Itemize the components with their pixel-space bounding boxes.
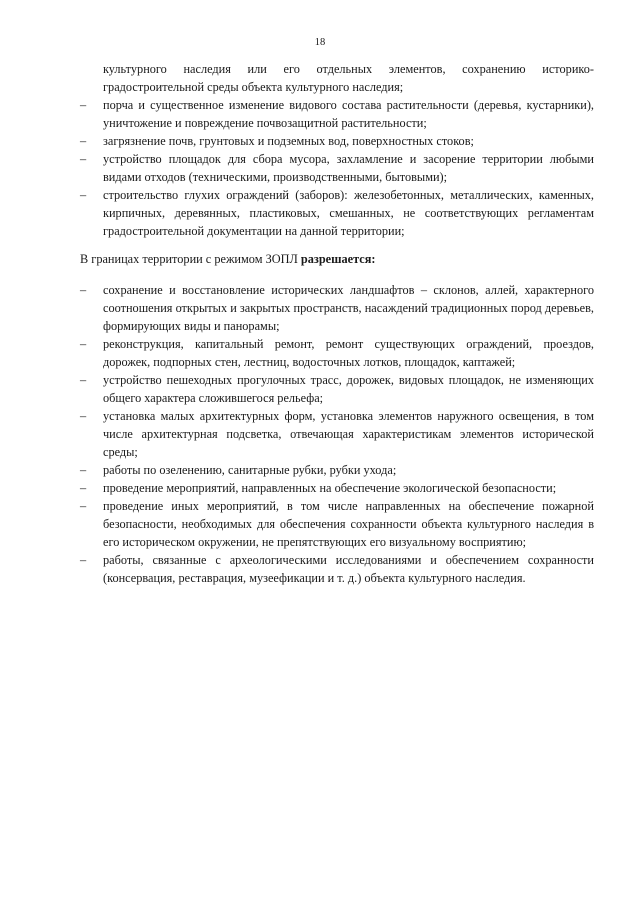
document-body	[80, 60, 594, 587]
list-item-text: устройство площадок для сбора мусора, захламление и засорение территории любыми видами отходов (техническими, производственными, бытовыми);	[103, 152, 594, 184]
dash-bullet: –	[80, 283, 87, 297]
list-item	[80, 335, 594, 371]
list-item-continuation	[80, 60, 594, 96]
list-item-text: проведение мероприятий, направленных на обеспечение экологической безопасности;	[103, 481, 557, 495]
list-item-text: строительство глухих ограждений (заборов): железобетонных, металлических, каменных, кирпичных, деревянных, пластиковых, смешанных, не соответствующих регламентам градостроительной документации на данной территории;	[103, 188, 594, 238]
dash-bullet: –	[80, 463, 87, 477]
list-item	[80, 461, 594, 479]
dash-bullet: –	[80, 499, 87, 513]
list-item-text: сохранение и восстановление исторических ландшафтов – склонов, аллей, характерного соотношения открытых и закрытых пространств, насаждений традиционных пород деревьев, формирующих виды и панорамы;	[103, 283, 594, 333]
prohibited-list	[80, 60, 594, 240]
dash-bullet: –	[80, 98, 87, 112]
list-item-text: загрязнение почв, грунтовых и подземных вод, поверхностных стоков;	[103, 134, 474, 148]
page-number: 18	[314, 37, 326, 48]
allowed-section-intro	[80, 250, 594, 268]
dash-bullet: –	[80, 409, 87, 423]
list-item	[80, 497, 594, 551]
list-item-text: устройство пешеходных прогулочных трасс, дорожек, видовых площадок, не изменяющих общего характера сложившегося рельефа;	[103, 373, 594, 405]
dash-bullet: –	[80, 481, 87, 495]
intro-text: В границах территории с режимом ЗОПЛ	[80, 252, 301, 266]
list-item-text: культурного наследия или его отдельных элементов, сохранению историко-градостроительной среды объекта культурного наследия;	[103, 62, 594, 94]
list-item-text: работы по озеленению, санитарные рубки, рубки ухода;	[103, 463, 397, 477]
list-item-text: проведение иных мероприятий, в том числе направленных на обеспечение пожарной безопасности, необходимых для обеспечения сохранности объекта культурного наследия в его историческом окружении, не препятствующих его визуальному восприятию;	[103, 499, 594, 549]
list-item	[80, 479, 594, 497]
list-item	[80, 132, 594, 150]
list-item-text: работы, связанные с археологическими исследованиями и обеспечением сохранности (консервация, реставрация, музеефикации и т. д.) объекта культурного наследия.	[103, 553, 594, 585]
list-item	[80, 96, 594, 132]
dash-bullet: –	[80, 373, 87, 387]
list-item-text: реконструкция, капитальный ремонт, ремонт существующих ограждений, проездов, дорожек, подпорных стен, лестниц, водосточных лотков, площадок, каптажей;	[103, 337, 594, 369]
dash-bullet: –	[80, 553, 87, 567]
dash-bullet: –	[80, 134, 87, 148]
intro-bold: разрешается:	[300, 252, 376, 266]
dash-bullet: –	[80, 337, 87, 351]
list-item	[80, 551, 594, 587]
dash-bullet: –	[80, 152, 87, 166]
list-item	[80, 407, 594, 461]
list-item-text: установка малых архитектурных форм, установка элементов наружного освещения, в том числе архитектурная подсветка, отвечающая характеристикам элементов исторической среды;	[103, 409, 594, 459]
allowed-list	[80, 281, 594, 587]
dash-bullet: –	[80, 188, 87, 202]
list-item	[80, 150, 594, 186]
list-item	[80, 281, 594, 335]
list-item-text: порча и существенное изменение видового состава растительности (деревья, кустарники), уничтожение и повреждение почвозащитной растительности;	[103, 98, 594, 130]
list-item	[80, 186, 594, 240]
list-item	[80, 371, 594, 407]
